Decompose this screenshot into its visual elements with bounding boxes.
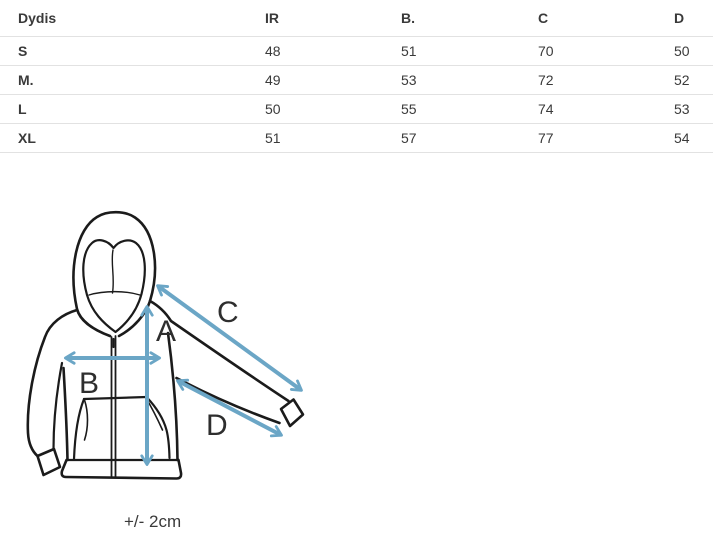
value-cell: 51: [247, 124, 383, 153]
value-cell: 53: [383, 66, 520, 95]
table-row: [0, 66, 713, 95]
measure-label-c: C: [217, 296, 239, 329]
left-body-side: [64, 368, 68, 460]
pocket-left-edge: [74, 399, 84, 459]
value-cell: 55: [383, 95, 520, 124]
size-cell: M.: [0, 66, 247, 95]
value-cell: 77: [520, 124, 656, 153]
value-cell: 48: [247, 37, 383, 66]
col-header-c: C: [520, 0, 656, 37]
size-cell: S: [0, 37, 247, 66]
pocket-left-opening-seam: [85, 400, 88, 440]
value-cell: 53: [656, 95, 713, 124]
hoodie-measurement-diagram: [0, 180, 360, 540]
table-row: [0, 37, 713, 66]
table-row: [0, 124, 713, 153]
value-cell: 50: [656, 37, 713, 66]
hood-seam: [112, 250, 113, 293]
value-cell: 49: [247, 66, 383, 95]
table-row: [0, 95, 713, 124]
value-cell: 52: [656, 66, 713, 95]
value-cell: 74: [520, 95, 656, 124]
tolerance-note: +/- 2cm: [124, 512, 182, 531]
right-cuff: [281, 400, 303, 427]
value-cell: 51: [383, 37, 520, 66]
measure-label-b: B: [79, 367, 100, 400]
size-table: [0, 0, 713, 153]
hem-band: [62, 460, 181, 479]
value-cell: 50: [247, 95, 383, 124]
measurement-labels: [79, 296, 239, 442]
col-header-d: D: [656, 0, 713, 37]
value-cell: 70: [520, 37, 656, 66]
measure-label-a: A: [156, 315, 177, 348]
left-cuff: [38, 449, 61, 475]
measurement-arrows: [66, 286, 301, 464]
value-cell: 54: [656, 124, 713, 153]
size-table-header-row: [0, 0, 713, 37]
size-cell: L: [0, 95, 247, 124]
left-arm-inner-edge: [54, 363, 63, 449]
hood-outline: [74, 212, 155, 336]
measure-label-d: D: [206, 409, 228, 442]
measure-arrow-d: [178, 381, 281, 435]
left-arm-outline: [28, 310, 77, 456]
value-cell: 72: [520, 66, 656, 95]
col-header-dydis: Dydis: [0, 0, 247, 37]
value-cell: 57: [383, 124, 520, 153]
size-cell: XL: [0, 124, 247, 153]
col-header-b: B.: [383, 0, 520, 37]
hood-opening: [83, 240, 145, 332]
hood-drawstring-line: [89, 292, 140, 295]
col-header-ir: IR: [247, 0, 383, 37]
